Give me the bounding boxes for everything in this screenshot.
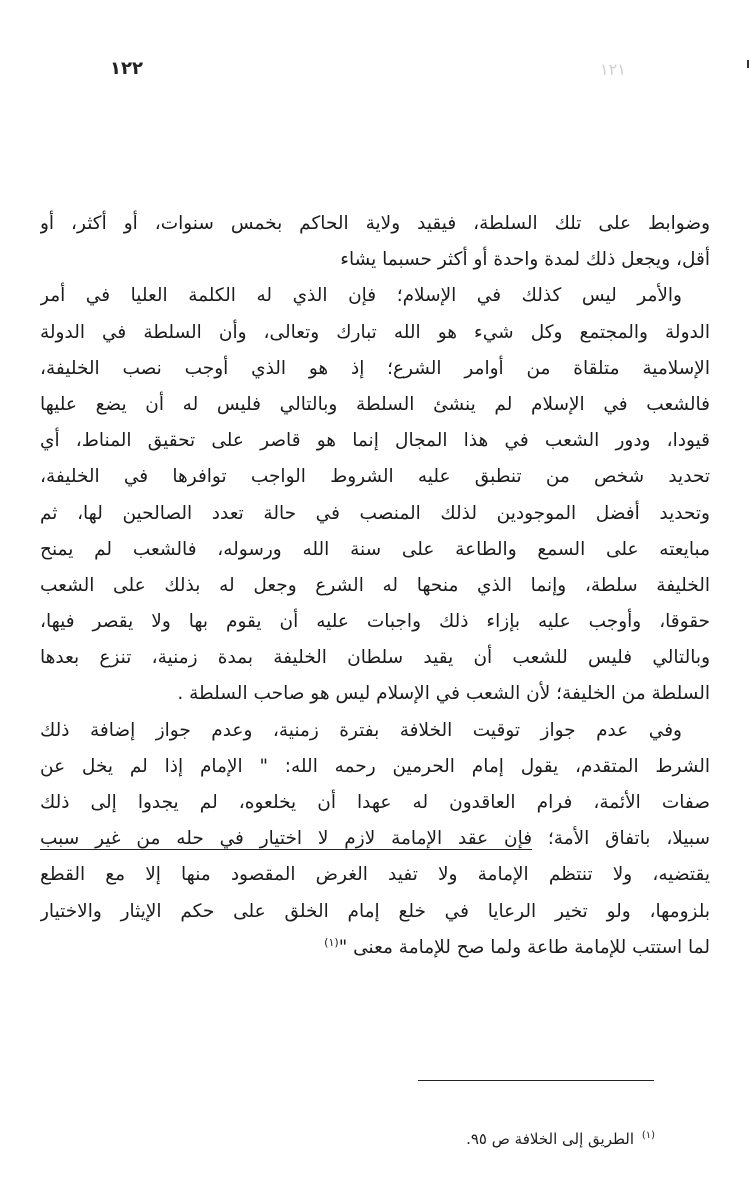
footnote-reference[interactable]: (١) — [324, 935, 339, 949]
text-line-20: بلزومها، ولو تخير الرعايا في خلع إمام الخلق على حكم الإيثار والاختيار — [40, 900, 710, 922]
text-line-5: الإسلامية متلقاة من أوامر الشرع؛ إذ هو الذي أوجب نصب الخليفة، — [40, 357, 710, 379]
text-line-12: حقوقا، وأوجب عليه بإزاء ذلك واجبات عليه أن يقوم بها ولا يقصر فيها، — [40, 611, 710, 633]
text-line-3: والأمر ليس كذلك في الإسلام؛ فإن الذي له الكلمة العليا في أمر — [40, 285, 682, 307]
faint-page-number: ١٢١ — [600, 60, 626, 79]
text-line-16: الشرط المتقدم، يقول إمام الحرمين رحمه الله: " الإمام إذا لم يخل عن — [40, 755, 710, 777]
footnote-text: الطريق إلى الخلافة ص ٩٥. — [466, 1130, 635, 1148]
text-line-6: فالشعب في الإسلام لم ينشئ السلطة وبالتالي فليس له أن يضع عليها — [40, 393, 710, 415]
text-line-10: مبايعته على السمع والطاعة على سنة الله ورسوله، فالشعب لم يمنح — [40, 538, 710, 560]
text-line-7: قيودا، ودور الشعب في هذا المجال إنما هو قاصر على تحقيق المناط، أي — [40, 430, 710, 452]
text-line-17: صفات الأئمة، فرام العاقدون له عهدا أن يخلعوه، لم يجدوا إلى ذلك — [40, 792, 710, 813]
text-line-13: وبالتالي فليس للشعب أن يقيد سلطان الخليفة بمدة زمنية، تنزع بعدها — [40, 647, 710, 669]
footnote-divider — [418, 1080, 654, 1081]
text-line-18 — [40, 821, 710, 857]
footnote — [466, 1130, 655, 1148]
text-line-11: الخليفة سلطة، وإنما الذي منحها له الشرع وجعل له بذلك على الشعب — [40, 574, 710, 596]
text-line-14: السلطة من الخليفة؛ لأن الشعب في الإسلام ليس هو صاحب السلطة . — [177, 683, 710, 705]
text-line-15: وفي عدم جواز توقيت الخلافة بفترة زمنية، وعدم جواز إضافة ذلك — [40, 719, 682, 741]
text-line-9: وتحديد أفضل الموجودين لذلك المنصب في حالة تعدد الصالحين لها، ثم — [40, 502, 710, 524]
text-line-18-start: سبيلا، باتفاق الأمة؛ — [547, 828, 710, 850]
text-line-2: أقل، ويجعل ذلك لمدة واحدة أو أكثر حسبما يشاء — [340, 249, 710, 271]
body-text — [40, 206, 710, 966]
text-line-8: تحديد شخص من تنطبق عليه الشروط الواجب توافرها في الخليفة، — [40, 466, 710, 488]
underlined-quote: فإن عقد الإمامة لازم لا اختيار في حله من غير سبب — [40, 828, 533, 850]
text-line-21-text: لما استتب للإمامة طاعة ولما صح للإمامة معنى " — [338, 936, 710, 958]
text-line-21 — [40, 930, 710, 966]
text-line-19: يقتضيه، ولا تنتظم الإمامة ولا تفيد الغرض المقصود منها إلا مع القطع — [40, 864, 710, 886]
text-line-4: الدولة والمجتمع وكل شيء هو الله تبارك وتعالى، وأن السلطة في الدولة — [40, 321, 710, 343]
text-line-1: وضوابط على تلك السلطة، فيقيد ولاية الحاكم بخمس سنوات، أو أكثر، أو — [40, 213, 710, 234]
footnote-marker: (١) — [641, 1130, 655, 1141]
scan-edge-mark — [747, 60, 749, 68]
page-number: ١٢٢ — [110, 58, 143, 79]
